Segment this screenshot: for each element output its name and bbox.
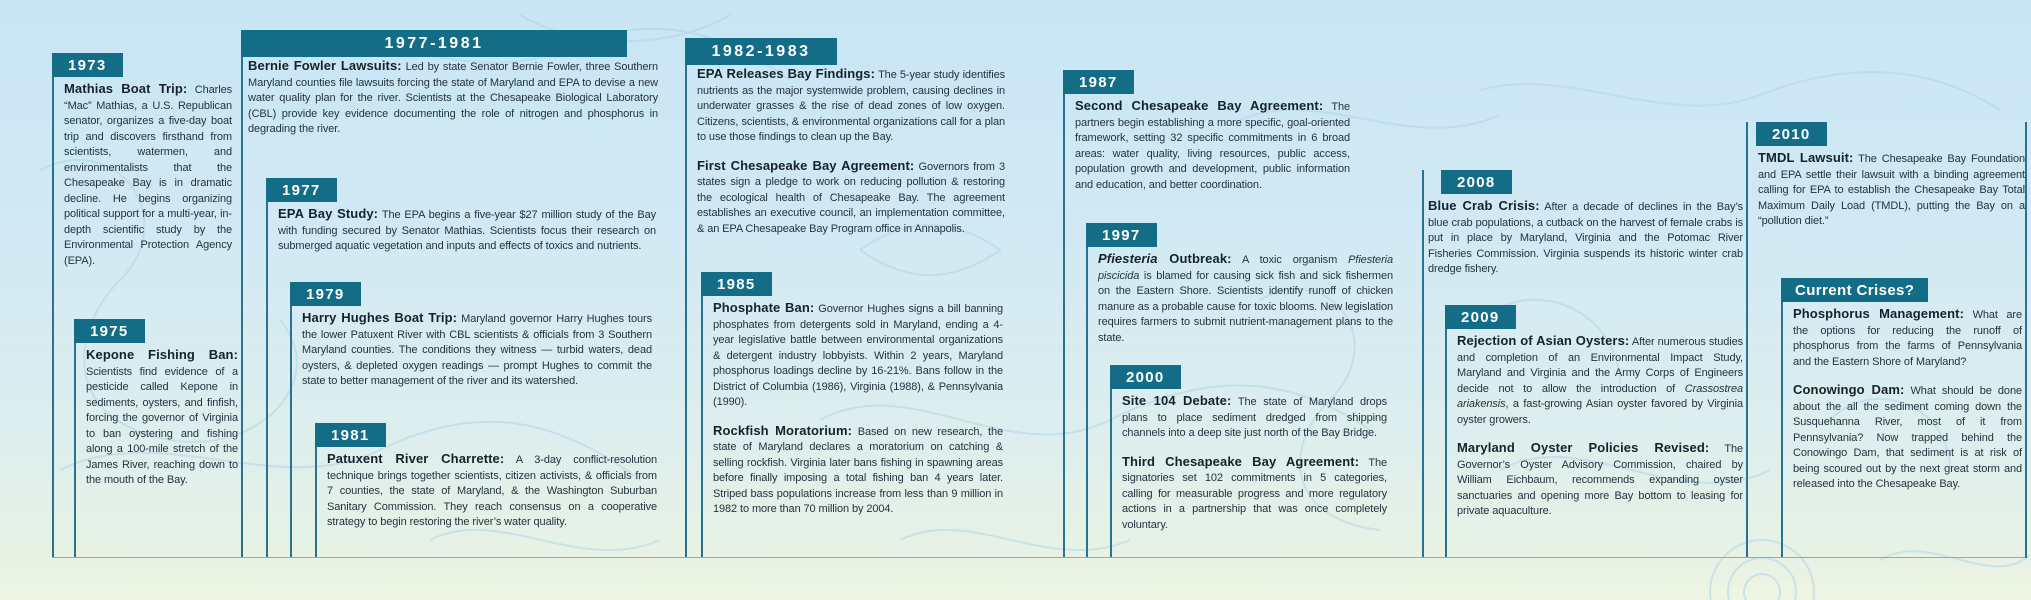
entry-title: Kepone Fishing Ban: [86, 347, 238, 362]
timeline-line [1746, 122, 1748, 558]
entry-body: Charles “Mac” Mathias, a U.S. Republican senator, organizes a five-day boat trip and discovers firsthand from scientists, watermen, and environmentalists that the Chesapeake Bay is in dramatic decline. He begins organizing political support for a multi-year, in-depth scientific study by the Environmental Protection Agency (EPA). [64, 84, 232, 267]
timeline-line [1781, 278, 1783, 558]
entry-title: EPA Bay Study: [278, 206, 379, 221]
entry-bernie-fowler-lawsuits [248, 58, 658, 138]
entry-body: A 3-day conflict-resolution technique brings together scientists, citizen activists, & officials from 7 counties, the state of Maryland, & the Washington Suburban Sanitary Commission. They reach consensus on a cooperative strategy to begin restoring the river’s water quality. [327, 454, 657, 528]
year-badge-1973: 1973 [52, 53, 123, 77]
entry-body: What should be done about the all the sediment coming down the Susquehanna River, most of it from Pennsylvania? Now trapped behind the Conowingo Dam, that sediment is at risk of being scoured out by the next great storm and released into the Chesapeake Bay. [1793, 385, 2022, 490]
timeline-line [74, 319, 76, 558]
entry-title: Site 104 Debate: [1122, 393, 1232, 408]
entry-title: Phosphate Ban: [713, 300, 815, 315]
entry-third-chesapeake-bay-agreement [1122, 454, 1387, 534]
year-badge-1997: 1997 [1086, 223, 1157, 247]
entry-body: The state of Maryland drops plans to place sediment dredged from shipping channels into a deep site just north of the Bay Bridge. [1122, 396, 1387, 439]
entry-title: First Chesapeake Bay Agreement: [697, 157, 915, 173]
entry-title: Maryland Oyster Policies Revised: [1457, 440, 1710, 455]
timeline-line [266, 178, 268, 558]
timeline-line [1445, 305, 1447, 558]
entry-rejection-of-asian-oysters [1457, 333, 1743, 428]
timeline-line [685, 38, 687, 558]
range-badge-1982-1983: 1982-1983 [685, 38, 837, 65]
timeline-end-line [2025, 122, 2027, 558]
entry-title: Third Chesapeake Bay Agreement: [1122, 453, 1360, 469]
entry-body: The EPA begins a five-year $27 million study of the Bay with funding secured by Senator Mathias. Scientists focus their research on submerged aquatic vegetation and inputs and effects of toxics and nutrients. [278, 209, 656, 252]
entry-body: The signatories set 102 commitments in 5 categories, calling for measurable progress and more regulatory actions in a partnership that was once completely voluntary. [1122, 456, 1387, 531]
entry-title: Harry Hughes Boat Trip: [302, 310, 458, 325]
entry-rockfish-moratorium [713, 423, 1003, 518]
entry-body: The partners begin establishing a more specific, goal-oriented framework, setting 32 specific commitments in 6 broad areas: water quality, living resources, public access, population growth and development, public information and education, and better coordination. [1075, 101, 1350, 191]
entry-title: Rockfish Moratorium: [713, 422, 853, 438]
entry-title: Phosphorus Management: [1793, 306, 1965, 321]
entry-blue-crab-crisis [1428, 198, 1743, 278]
entry-phosphate-ban [713, 300, 1003, 411]
year-badge-2008: 2008 [1441, 170, 1512, 194]
year-badge-1977: 1977 [266, 178, 337, 202]
entry-title: Pfiesteria Outbreak: [1098, 251, 1232, 266]
entry-maryland-oyster-policies-revised [1457, 440, 1743, 520]
timeline-line [1422, 170, 1424, 558]
year-badge-1979: 1979 [290, 282, 361, 306]
timeline-line [52, 53, 54, 558]
timeline-line [241, 30, 243, 558]
entry-body: After a decade of declines in the Bay’s blue crab populations, a cutback on the harvest of female crabs is put in place by Maryland, Virginia and the Potomac River Fisheries Commission. Virginia suspends its historic winter crab dredge fishery. [1428, 201, 1743, 275]
year-badge-1985: 1985 [701, 272, 772, 296]
entry-body: After numerous studies and completion of an Environmental Impact Study, Maryland and Virginia and the Army Corps of Engineers decide not to allow the introduction of Crassostrea ariakensis, a fast-growing Asian oyster favored by Virginia oyster growers. [1457, 336, 1743, 426]
range-badge-1977-1981: 1977-1981 [241, 30, 627, 57]
entry-title: Bernie Fowler Lawsuits: [248, 58, 402, 73]
timeline-block-2009 [1445, 305, 1743, 558]
entry-tmdl-lawsuit [1758, 150, 2025, 230]
entry-body: What are the options for reducing the runoff of phosphorus from the farms of Pennsylvania and the Eastern Shore of Maryland? [1793, 309, 2022, 368]
entry-title: Rejection of Asian Oysters: [1457, 333, 1630, 348]
year-badge-1975: 1975 [74, 319, 145, 343]
entry-title: Second Chesapeake Bay Agreement: [1075, 98, 1324, 113]
timeline-block-2000 [1110, 365, 1387, 558]
entry-body: Led by state Senator Bernie Fowler, three Southern Maryland counties file lawsuits forcing the state of Maryland and EPA to devise a new water quality plan for the river. Scientists at the Chesapeake Biological Laboratory (CBL) provide key evidence documenting the role of nitrogen and phosphorus in degrading the river. [248, 61, 658, 135]
entry-first-chesapeake-bay-agreement [697, 158, 1005, 238]
entry-conowingo-dam [1793, 382, 2022, 493]
entry-title: Conowingo Dam: [1793, 382, 1905, 397]
entry-body: The 5-year study identifies nutrients as the major systemwide problem, causing declines in underwater grasses & the rise of dead zones of low oxygen. Citizens, scientists, & environmental organizations call for a plan to use those findings to clean up the Bay. [697, 69, 1006, 143]
timeline-block-1985 [701, 272, 1003, 558]
entry-body: Governors from 3 states sign a pledge to work on reducing pollution & restoring the ecological health of Chesapeake Bay. The agreement establishes an executive council, an implementation committee, & an EPA Chesapeake Bay Program office in Annapolis. [697, 160, 1005, 235]
entry-title: Blue Crab Crisis: [1428, 198, 1540, 213]
entry-patuxent-river-charrette [327, 451, 657, 531]
year-badge-1987: 1987 [1063, 70, 1134, 94]
entry-body: A toxic organism Pfiesteria piscicida is blamed for causing sick fish and sick fishermen on the Eastern Shore. Scientists identify runoff of chicken manure as a probable cause for toxic blooms. New legislation requires farmers to submit nutrient-management plans to the state. [1098, 254, 1393, 344]
year-badge-2000: 2000 [1110, 365, 1181, 389]
timeline-line [290, 282, 292, 558]
entry-body: Maryland governor Harry Hughes tours the lower Patuxent River with CBL scientists & officials from 3 Southern Maryland counties. The conditions they witness — turbid waters, dead oysters, & depleted oxygen readings — prompt Hughes to commit the state to better management of the river and its watershed. [302, 313, 652, 387]
year-badge-2009: 2009 [1445, 305, 1516, 329]
entry-kepone-fishing-ban [86, 347, 238, 489]
timeline-line [701, 272, 703, 558]
section-badge-current-crises: Current Crises? [1781, 278, 1928, 302]
entry-pfiesteria-outbreak [1098, 251, 1393, 346]
entry-title: Mathias Boat Trip: [64, 81, 188, 96]
entry-second-chesapeake-bay-agreement [1075, 98, 1350, 193]
timeline-block-1981 [315, 423, 657, 558]
entry-body: Scientists find evidence of a pesticide called Kepone in sediments, oysters, and finfish, forcing the governor of Virginia to ban oystering and fishing along a 100-mile stretch of the James River, reaching down to the mouth of the Bay. [86, 365, 238, 486]
entry-phosphorus-management [1793, 306, 2022, 370]
timeline-baseline [52, 557, 2026, 558]
entry-epa-releases-bay-findings [697, 66, 1005, 146]
entry-body: The Governor’s Oyster Advisory Commission, chaired by William Eichbaum, recommends expanding oyster sanctuaries and opening more Bay bottom to leasing for private aquaculture. [1457, 443, 1743, 517]
timeline-line [1086, 223, 1088, 558]
year-badge-2010: 2010 [1756, 122, 1827, 146]
entry-site-104-debate [1122, 393, 1387, 442]
year-badge-1981: 1981 [315, 423, 386, 447]
entry-mathias-boat-trip [64, 81, 232, 269]
entry-epa-bay-study [278, 206, 656, 255]
entry-title: EPA Releases Bay Findings: [697, 66, 876, 81]
entry-body: Governor Hughes signs a bill banning phosphates from detergents sold in Maryland, ending a 4-year legislative battle between environmental organizations & detergent industry lobbyists. Within 2 years, Maryland phosphorus loadings decline by 16-21%. Bans follow in the District of Columbia (1986), Virginia (1988), & Pennsylvania (1990). [713, 303, 1003, 408]
entry-body: Based on new research, the state of Maryland declares a moratorium on catching & selling rockfish. Virginia later bans fishing in spawning areas before finally imposing a total fishing ban 4 years later. Striped bass populations increase from less than 9 million in 1982 to more than 70 million by 2004. [713, 425, 1003, 515]
entry-title: Patuxent River Charrette: [327, 451, 505, 466]
timeline-line [1110, 365, 1112, 558]
timeline-block-current-crises [1781, 278, 2022, 558]
timeline-block-1975 [74, 319, 238, 558]
entry-harry-hughes-boat-trip [302, 310, 652, 390]
timeline-line [1063, 70, 1065, 558]
entry-body: The Chesapeake Bay Foundation and EPA settle their lawsuit with a binding agreement calling for EPA to establish the Chesapeake Bay Total Maximum Daily Load (TMDL), putting the Bay on a “pollution diet.” [1758, 153, 2026, 227]
entry-title: TMDL Lawsuit: [1758, 150, 1854, 165]
